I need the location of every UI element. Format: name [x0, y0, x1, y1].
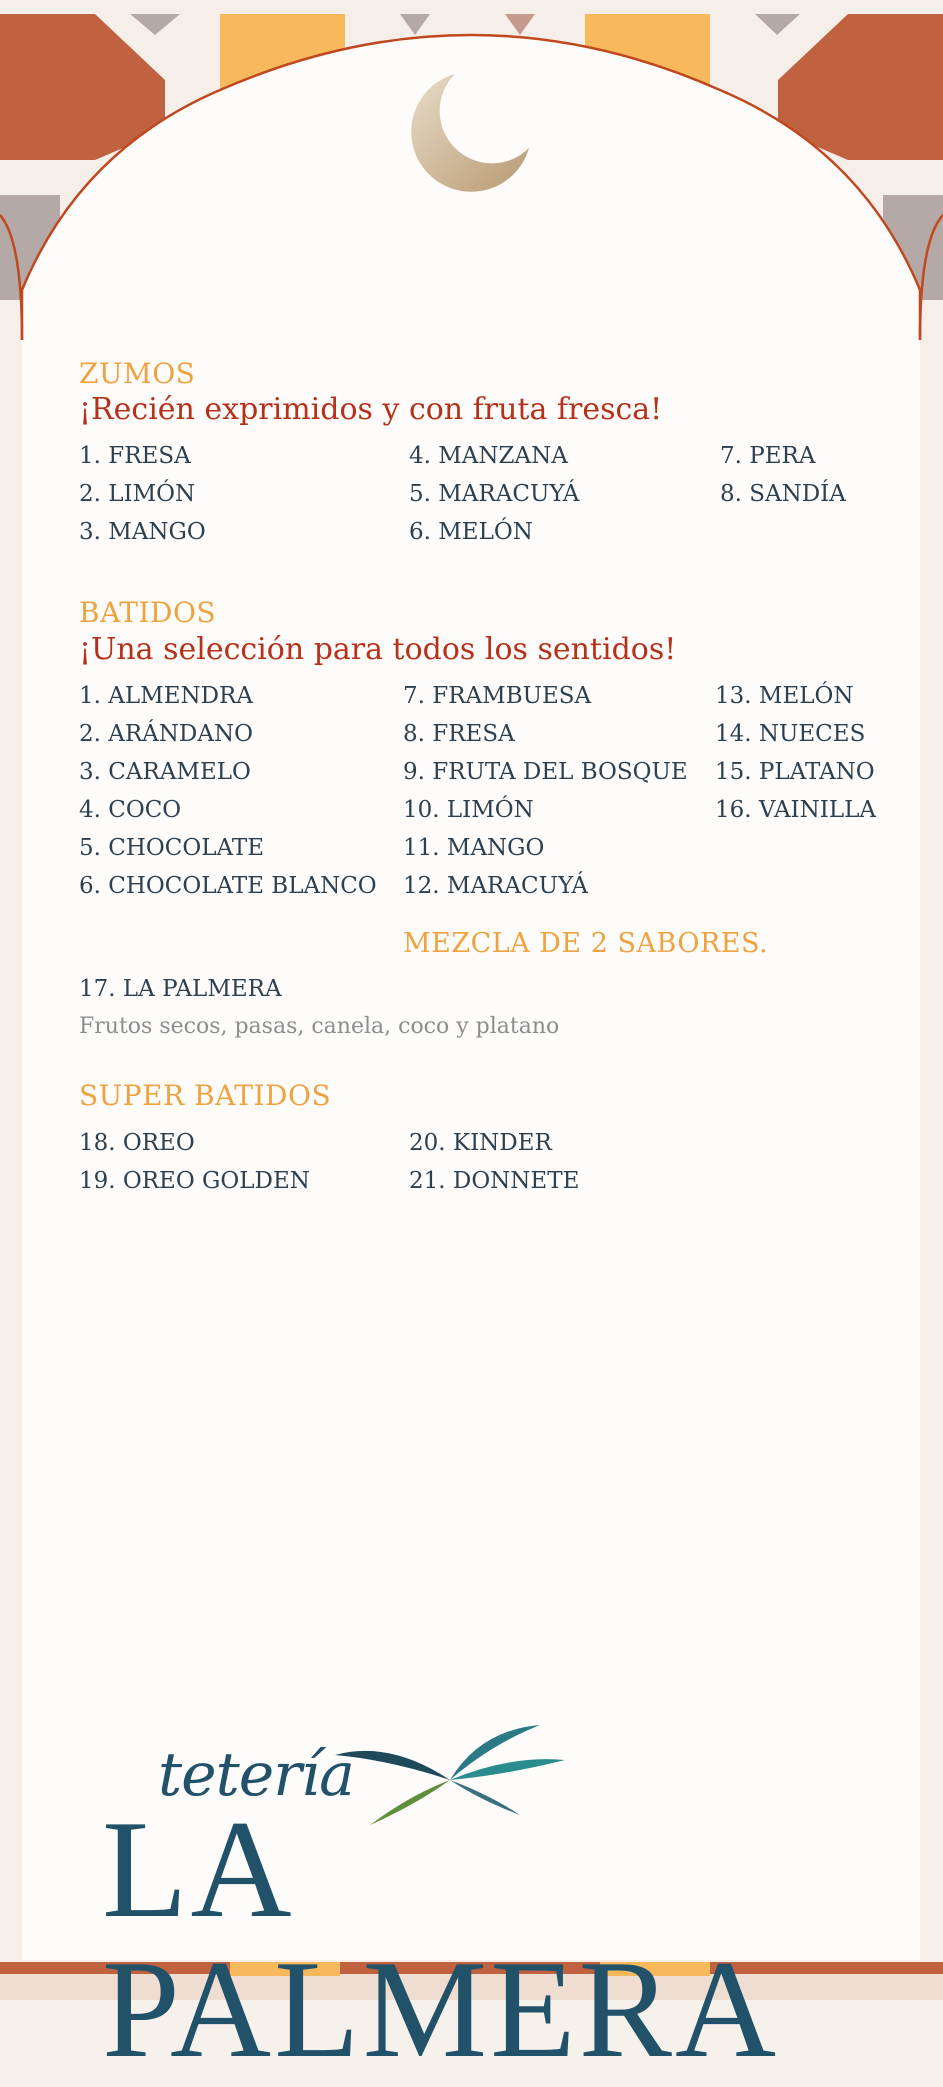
batidos-subtitle: ¡Una selección para todos los sentidos! — [79, 632, 677, 667]
super-batidos-title: SUPER BATIDOS — [79, 1079, 332, 1112]
list-item: 7. PERA — [720, 443, 816, 469]
zumos-column-3 — [720, 437, 846, 513]
batidos-column-3 — [715, 677, 876, 829]
zumos-column-2 — [409, 437, 579, 551]
special-item-name: 17. LA PALMERA — [79, 976, 282, 1002]
list-item: 2. ARÁNDANO — [79, 721, 253, 747]
super-batidos-column-2 — [409, 1124, 579, 1200]
batidos-column-2 — [403, 677, 688, 905]
list-item: 2. LIMÓN — [79, 481, 196, 507]
list-item: 8. FRESA — [403, 721, 515, 747]
list-item: 3. CARAMELO — [79, 759, 251, 785]
list-item: 7. FRAMBUESA — [403, 683, 592, 709]
list-item: 8. SANDÍA — [720, 481, 846, 507]
zumos-title: ZUMOS — [79, 357, 196, 390]
list-item: 4. MANZANA — [409, 443, 568, 469]
logo-name-text: LA PALMERA — [102, 1792, 780, 2087]
zumos-subtitle: ¡Recién exprimidos y con fruta fresca! — [79, 392, 663, 427]
list-item: 5. CHOCOLATE — [79, 835, 264, 861]
list-item: 13. MELÓN — [715, 683, 854, 709]
list-item: 18. OREO — [79, 1130, 195, 1156]
batidos-column-1 — [79, 677, 377, 905]
list-item: 10. LIMÓN — [403, 797, 534, 823]
list-item: 12. MARACUYÁ — [403, 873, 588, 899]
list-item: 16. VAINILLA — [715, 797, 876, 823]
list-item: 6. CHOCOLATE BLANCO — [79, 873, 377, 899]
list-item: 15. PLATANO — [715, 759, 875, 785]
mix-note: MEZCLA DE 2 SABORES. — [403, 928, 769, 959]
logo-teteria-text: tetería — [158, 1740, 354, 1810]
list-item: 4. COCO — [79, 797, 182, 823]
list-item: 3. MANGO — [79, 519, 206, 545]
crescent-moon-icon — [405, 68, 535, 198]
list-item: 9. FRUTA DEL BOSQUE — [403, 759, 688, 785]
list-item: 14. NUECES — [715, 721, 866, 747]
list-item: 21. DONNETE — [409, 1168, 580, 1194]
zumos-column-1 — [79, 437, 206, 551]
special-item-description: Frutos secos, pasas, canela, coco y platano — [79, 1014, 560, 1039]
super-batidos-column-1 — [79, 1124, 310, 1200]
list-item: 6. MELÓN — [409, 519, 533, 545]
list-item: 20. KINDER — [409, 1130, 552, 1156]
list-item: 1. ALMENDRA — [79, 683, 253, 709]
list-item: 5. MARACUYÁ — [409, 481, 580, 507]
list-item: 11. MANGO — [403, 835, 545, 861]
list-item: 19. OREO GOLDEN — [79, 1168, 310, 1194]
batidos-title: BATIDOS — [79, 596, 217, 629]
list-item: 1. FRESA — [79, 443, 191, 469]
